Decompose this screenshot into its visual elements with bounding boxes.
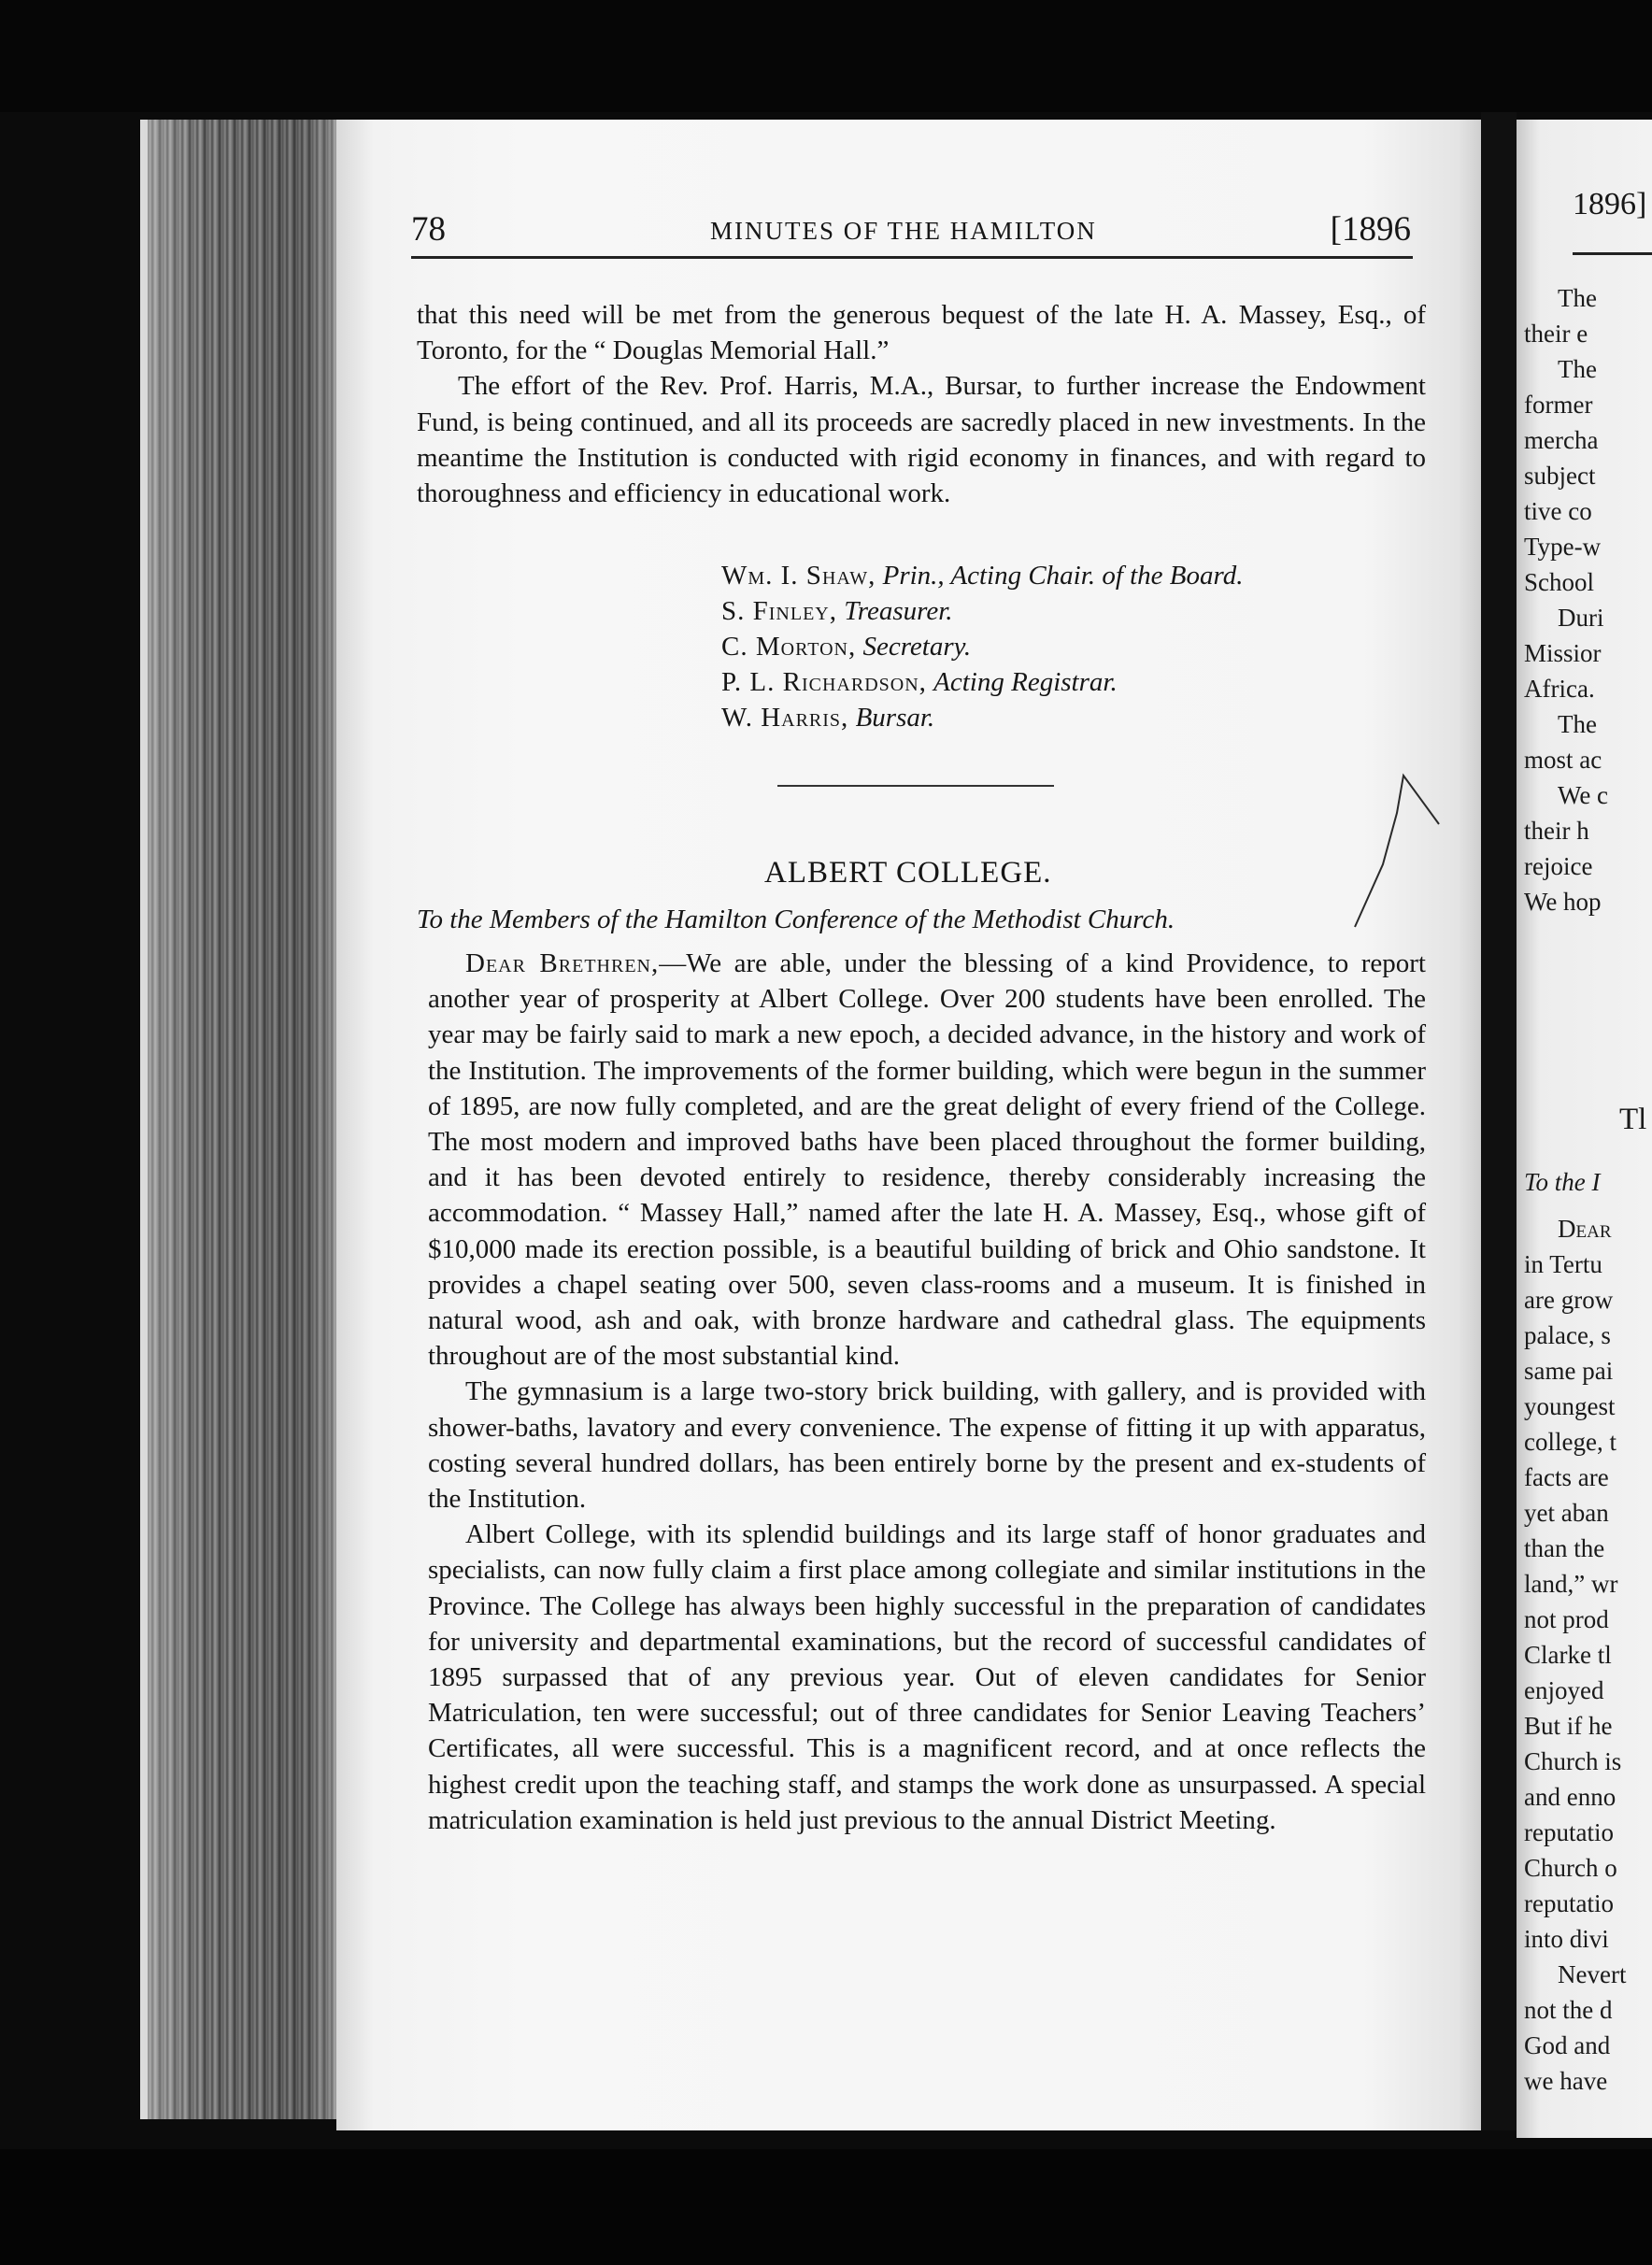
signatory bbox=[721, 558, 1243, 593]
header-rule bbox=[411, 256, 1413, 259]
adjacent-page-header: 1896] bbox=[1573, 187, 1647, 221]
adjacent-line: But if he bbox=[1524, 1712, 1613, 1740]
signatory-role: Secretary. bbox=[862, 632, 972, 662]
signatory bbox=[721, 700, 1243, 735]
adjacent-line: most ac bbox=[1524, 746, 1602, 774]
adjacent-line: not prod bbox=[1524, 1605, 1609, 1633]
signatory-role: Treasurer. bbox=[844, 596, 953, 626]
letter-paragraph bbox=[428, 946, 1426, 1374]
adjacent-line: youngest bbox=[1524, 1392, 1616, 1420]
adjacent-line: than the bbox=[1524, 1534, 1605, 1562]
adjacent-line: and enno bbox=[1524, 1783, 1616, 1811]
adjacent-line: Africa. bbox=[1524, 675, 1595, 703]
adjacent-line: Nevert bbox=[1558, 1960, 1627, 1988]
adjacent-line: Missior bbox=[1524, 639, 1602, 667]
adjacent-line: Tl bbox=[1619, 1103, 1647, 1136]
adjacent-line: The bbox=[1558, 355, 1597, 383]
signatory-name: C. Morton, bbox=[721, 632, 857, 662]
adjacent-line: not the d bbox=[1524, 1996, 1613, 2024]
signatory-name: W. Harris, bbox=[721, 703, 849, 733]
adjacent-line: God and bbox=[1524, 2031, 1611, 2059]
adjacent-line: facts are bbox=[1524, 1463, 1609, 1491]
signatory-role: Bursar. bbox=[855, 703, 935, 733]
adjacent-line: former bbox=[1524, 391, 1593, 419]
adjacent-line: The bbox=[1558, 710, 1597, 738]
signatory bbox=[721, 664, 1243, 700]
adjacent-line: reputatio bbox=[1524, 1818, 1614, 1846]
paragraph-text: —We are able, under the blessing of a kind Providence, to report another year of prosperity at Albert College. Over 200 students have been enrolled. The year may be fairly said to mark a new epoch, a decided advance, in the history and work of the Institution. The improvements of the former building, which were begun in the summer of 1895, are now fully completed, and are the great delight of every friend of the College. The most modern and improved baths have been placed throughout the former building, and it has been devoted entirely to residence, thereby considerably increasing the accommodation. “ Massey Hall,” named after the late H. A. Massey, Esq., whose gift of $10,000 made its erection possible, is a beautiful building of brick and Ohio sandstone. It provides a chapel seating over 500, seven class-rooms and a museum. It is finished in natural wood, ash and oak, with bronze hardware and cathedral glass. The equipments throughout are of the most substantial kind. bbox=[428, 948, 1426, 1372]
letter-paragraph: The gymnasium is a large two-story brick building, with gallery, and is provided with shower-baths, lavatory and every convenience. The expense of fitting it up with apparatus, costing several hundred dollars, has been entirely borne by the present and ex-students of the Institution. bbox=[428, 1376, 1426, 1515]
adjacent-line: palace, s bbox=[1524, 1321, 1611, 1349]
adjacent-line: we have bbox=[1524, 2067, 1608, 2095]
scan-border-bottom bbox=[0, 2149, 1652, 2265]
adjacent-line: into divi bbox=[1524, 1925, 1609, 1953]
pencil-mark bbox=[1317, 757, 1458, 953]
scan-border-top bbox=[0, 0, 1652, 112]
adjacent-line: Church o bbox=[1524, 1854, 1617, 1882]
intro-paragraph: The effort of the Rev. Prof. Harris, M.A., Bursar, to further increase the Endowment Fund, is being continued, and all its proceeds are sacredly placed in new investments. In the meantime the Institution is conducted with rigid economy in finances, and with regard to thoroughness and efficiency in educational work. bbox=[417, 371, 1426, 509]
adjacent-line: college, t bbox=[1524, 1428, 1616, 1456]
signatory bbox=[721, 593, 1243, 629]
book-gutter bbox=[1481, 112, 1517, 2130]
signatory bbox=[721, 629, 1243, 664]
letter-paragraph: Albert College, with its splendid buildings and its large staff of honor graduates and specialists, can now fully claim a first place among collegiate and similar institutions in the Province. The College has always been highly successful in the preparation of candidates for university and departmental examinations, but the record of successful candidates of 1895 surpassed that of any previous year. Out of eleven candidates for Senior Matriculation, ten were successful; out of three candidates for Senior Leaving Teachers’ Certificates, all were successful. This is a magnificent record, and at once reflects the highest credit upon the teaching staff, and stamps the work done as unsurpassed. A special matriculation examination is held just previous to the annual District Meeting. bbox=[428, 1519, 1426, 1835]
signatory-name: S. Finley, bbox=[721, 596, 837, 626]
adjacent-line: are grow bbox=[1524, 1286, 1614, 1314]
adjacent-line: School bbox=[1524, 568, 1595, 596]
adjacent-page bbox=[1517, 120, 1652, 2138]
header-year: [1896 bbox=[1330, 210, 1411, 249]
adjacent-line: mercha bbox=[1524, 426, 1599, 454]
signatory-name: P. L. Richardson, bbox=[721, 667, 927, 697]
fore-edge-shading bbox=[140, 120, 344, 2119]
signature-block bbox=[721, 558, 1243, 735]
salutation: Dear Brethren, bbox=[465, 948, 660, 978]
adjacent-line: tive co bbox=[1524, 497, 1592, 525]
adjacent-line: Type-w bbox=[1524, 533, 1602, 561]
adjacent-line: their e bbox=[1524, 320, 1588, 348]
adjacent-header-rule bbox=[1573, 252, 1652, 255]
adjacent-line: enjoyed bbox=[1524, 1676, 1604, 1704]
page-number: 78 bbox=[411, 210, 446, 249]
section-separator bbox=[777, 785, 1054, 787]
adjacent-line: rejoice bbox=[1524, 852, 1593, 880]
adjacent-line: same pai bbox=[1524, 1357, 1614, 1385]
letter-body bbox=[428, 946, 1426, 1838]
intro-paragraph: that this need will be met from the generous bequest of the late H. A. Massey, Esq., of Toronto, for the “ Douglas Memorial Hall.” bbox=[417, 300, 1426, 366]
running-title: MINUTES OF THE HAMILTON bbox=[710, 217, 1097, 245]
adjacent-line: Duri bbox=[1558, 604, 1604, 632]
adjacent-line: subject bbox=[1524, 462, 1596, 490]
signatory-name: Wm. I. Shaw, bbox=[721, 561, 876, 591]
adjacent-line: yet aban bbox=[1524, 1499, 1609, 1527]
addressee: To the Members of the Hamilton Conference of the Methodist Church. bbox=[417, 905, 1175, 934]
running-head bbox=[411, 204, 1411, 256]
adjacent-line: Clarke tl bbox=[1524, 1641, 1612, 1669]
signatory-role: Acting Registrar. bbox=[933, 667, 1118, 697]
adjacent-line: We c bbox=[1558, 781, 1609, 809]
adjacent-line: To the I bbox=[1524, 1168, 1601, 1196]
intro-text bbox=[417, 297, 1426, 511]
adjacent-line: land,” wr bbox=[1524, 1570, 1618, 1598]
adjacent-line: Church is bbox=[1524, 1747, 1622, 1775]
adjacent-line: their h bbox=[1524, 817, 1589, 845]
adjacent-line: in Tertu bbox=[1524, 1250, 1602, 1278]
adjacent-line: The bbox=[1558, 284, 1597, 312]
adjacent-line: reputatio bbox=[1524, 1889, 1614, 1917]
adjacent-line: We hop bbox=[1524, 888, 1602, 916]
signatory-role: Prin., Acting Chair. of the Board. bbox=[882, 561, 1244, 591]
section-title: ALBERT COLLEGE. bbox=[764, 856, 1052, 890]
adjacent-line: Dear bbox=[1558, 1215, 1612, 1243]
